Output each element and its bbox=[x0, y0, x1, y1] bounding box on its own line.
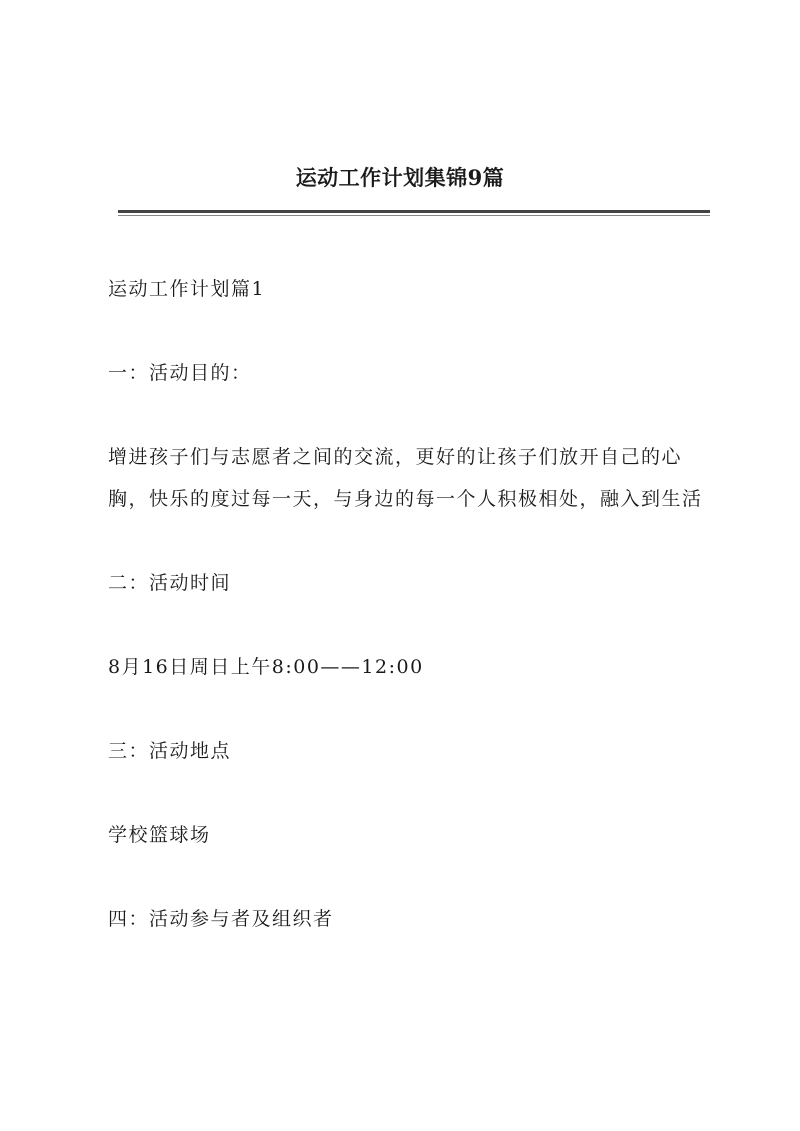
item2-heading: 二：活动时间 bbox=[108, 572, 232, 594]
section-heading: 运动工作计划篇1 bbox=[108, 278, 266, 300]
item4-heading: 四：活动参与者及组织者 bbox=[108, 908, 334, 930]
item2-body: 8月16日周日上午8:00——12:00 bbox=[108, 656, 424, 678]
title-divider bbox=[118, 210, 710, 213]
title-divider-thin bbox=[118, 215, 710, 216]
item1-heading: 一：活动目的： bbox=[108, 362, 252, 384]
page-title: 运动工作计划集锦9篇 bbox=[295, 165, 505, 190]
item1-body: 增进孩子们与志愿者之间的交流，更好的让孩子们放开自己的心胸，快乐的度过每一天，与身边的每一个人积极相处，融入到生活 bbox=[108, 446, 703, 510]
item3-body: 学校篮球场 bbox=[108, 824, 211, 846]
item3-heading: 三：活动地点 bbox=[108, 740, 232, 762]
document-body bbox=[108, 268, 714, 940]
